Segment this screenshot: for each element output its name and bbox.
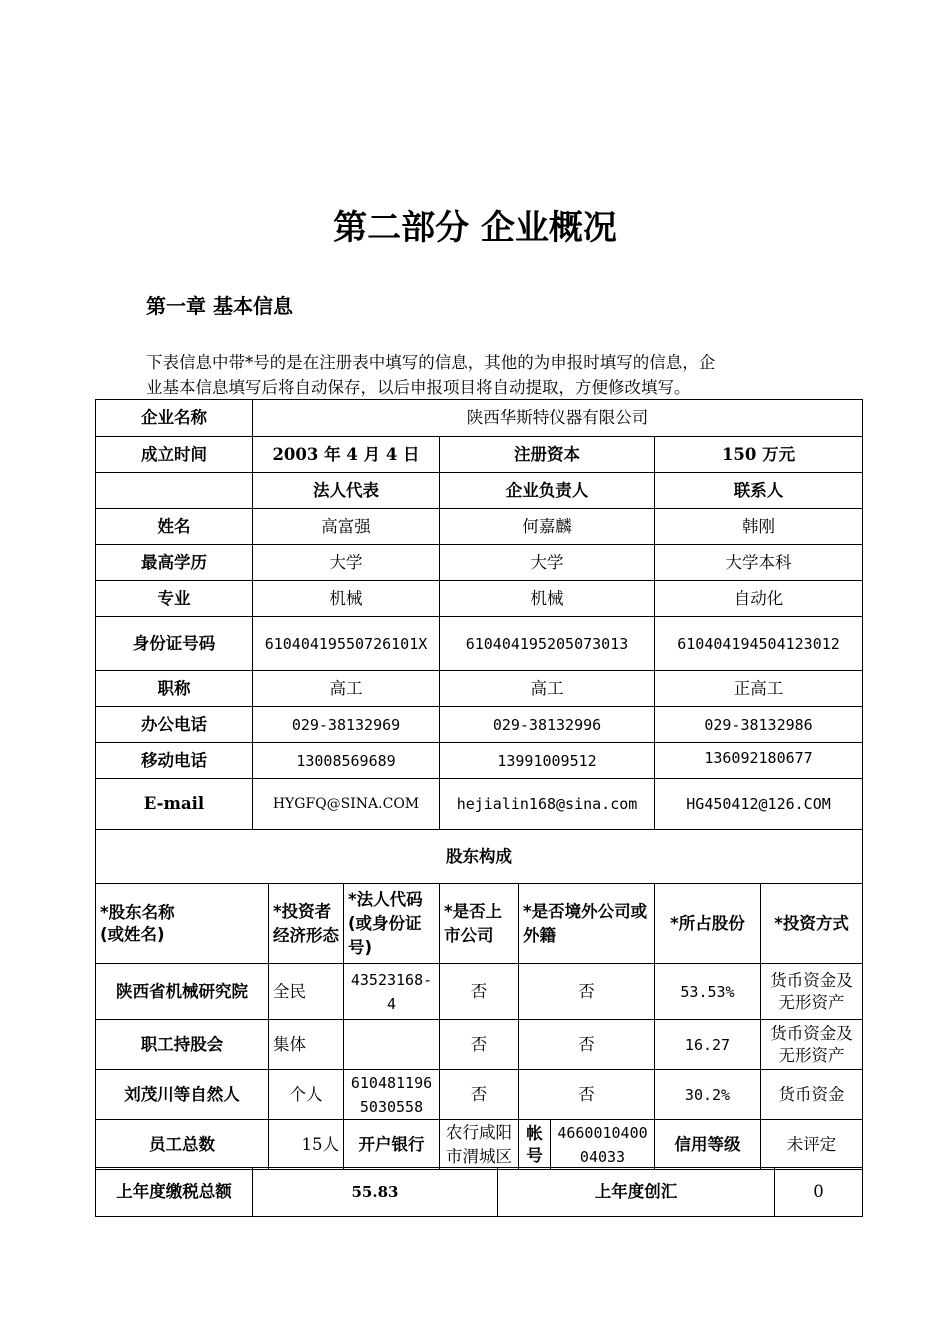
finance-table	[95, 1167, 863, 1217]
shareholder-method: 货币资金及无形资产	[761, 964, 863, 1020]
shareholder-share: 30.2%	[655, 1070, 761, 1120]
shareholder-code: 43523168-4	[344, 964, 440, 1020]
shareholder-listed: 否	[440, 1070, 519, 1120]
row-label: 最高学历	[96, 545, 253, 581]
basic-info-table	[95, 399, 863, 1170]
header-foreign: *是否境外公司或外籍	[519, 884, 655, 964]
shareholders-section-title: 股东构成	[96, 830, 863, 884]
cell: HYGFQ@SINA.COM	[253, 779, 440, 830]
cell: 61040419550726101X	[253, 617, 440, 671]
cell: 13008569689	[253, 743, 440, 779]
shareholder-share: 16.27	[655, 1020, 761, 1070]
bank-label: 开户银行	[344, 1120, 440, 1170]
cell: 机械	[253, 581, 440, 617]
cell: 029-38132969	[253, 707, 440, 743]
shareholder-method: 货币资金及无形资产	[761, 1020, 863, 1070]
cell: 大学	[253, 545, 440, 581]
header-listed: *是否上市公司	[440, 884, 519, 964]
founded-label: 成立时间	[96, 437, 253, 473]
header-investor-type: *投资者经济形态	[269, 884, 344, 964]
header-legal-code: *法人代码(或身份证号)	[344, 884, 440, 964]
shareholder-type: 全民	[269, 964, 344, 1020]
founded-value: 2003 年 4 月 4 日	[253, 437, 440, 473]
shareholder-type: 个人	[269, 1070, 344, 1120]
cell: 韩刚	[655, 509, 863, 545]
intro-line: 业基本信息填写后将自动保存，以后申报项目将自动提取，方便修改填写。	[146, 378, 691, 397]
shareholder-type: 集体	[269, 1020, 344, 1070]
capital-label: 注册资本	[440, 437, 655, 473]
shareholder-foreign: 否	[519, 1070, 655, 1120]
cell: 大学本科	[655, 545, 863, 581]
cell: hejialin168@sina.com	[440, 779, 655, 830]
cell: 自动化	[655, 581, 863, 617]
row-label: 职称	[96, 671, 253, 707]
shareholder-code: 6104811965030558	[344, 1070, 440, 1120]
employee-count-value: 15人	[269, 1120, 344, 1170]
shareholder-foreign: 否	[519, 1020, 655, 1070]
cell: 029-38132986	[655, 707, 863, 743]
row-label: 身份证号码	[96, 617, 253, 671]
shareholder-listed: 否	[440, 964, 519, 1020]
company-name-value: 陕西华斯特仪器有限公司	[253, 400, 863, 437]
forex-label: 上年度创汇	[498, 1168, 775, 1217]
intro-line: 下表信息中带*号的是在注册表中填写的信息，其他的为申报时填写的信息，企	[146, 353, 716, 372]
shareholder-share: 53.53%	[655, 964, 761, 1020]
company-name-label: 企业名称	[96, 400, 253, 437]
intro-paragraph	[146, 350, 826, 400]
shareholder-name: 陕西省机械研究院	[96, 964, 269, 1020]
cell: 029-38132996	[440, 707, 655, 743]
header-shareholder-name: *股东名称 (或姓名)	[96, 884, 269, 964]
empty-cell	[96, 473, 253, 509]
account-value: 466001040004033	[557, 1123, 648, 1166]
shareholder-foreign: 否	[519, 964, 655, 1020]
header-share: *所占股份	[655, 884, 761, 964]
tax-label: 上年度缴税总额	[96, 1168, 253, 1217]
cell: 机械	[440, 581, 655, 617]
shareholder-name: 职工持股会	[96, 1020, 269, 1070]
employee-count-label: 员工总数	[96, 1120, 269, 1170]
forex-value: 0	[775, 1168, 863, 1217]
cell: 13991009512	[440, 743, 655, 779]
credit-label: 信用等级	[655, 1120, 761, 1170]
col-legal-rep: 法人代表	[253, 473, 440, 509]
account-label: 帐号	[519, 1120, 551, 1169]
cell: 136092180677	[655, 743, 863, 779]
col-contact: 联系人	[655, 473, 863, 509]
row-label: 专业	[96, 581, 253, 617]
shareholder-listed: 否	[440, 1020, 519, 1070]
capital-value: 150 万元	[655, 437, 863, 473]
col-manager: 企业负责人	[440, 473, 655, 509]
cell: 610404194504123012	[655, 617, 863, 671]
row-label: 办公电话	[96, 707, 253, 743]
tax-value: 55.83	[253, 1168, 498, 1217]
cell: HG450412@126.COM	[655, 779, 863, 830]
shareholder-method: 货币资金	[761, 1070, 863, 1120]
shareholder-code	[344, 1020, 440, 1070]
cell: 高富强	[253, 509, 440, 545]
row-label: E-mail	[96, 779, 253, 830]
page-title: 第二部分 企业概况	[333, 208, 617, 248]
bank-value: 农行咸阳市渭城区	[440, 1120, 519, 1170]
cell: 正高工	[655, 671, 863, 707]
shareholder-name: 刘茂川等自然人	[96, 1070, 269, 1120]
account-cell	[519, 1120, 655, 1170]
cell: 何嘉麟	[440, 509, 655, 545]
cell: 大学	[440, 545, 655, 581]
row-label: 移动电话	[96, 743, 253, 779]
row-label: 姓名	[96, 509, 253, 545]
cell: 高工	[253, 671, 440, 707]
header-method: *投资方式	[761, 884, 863, 964]
credit-value: 未评定	[761, 1120, 863, 1170]
cell: 高工	[440, 671, 655, 707]
chapter-heading: 第一章 基本信息	[146, 294, 293, 318]
cell: 610404195205073013	[440, 617, 655, 671]
